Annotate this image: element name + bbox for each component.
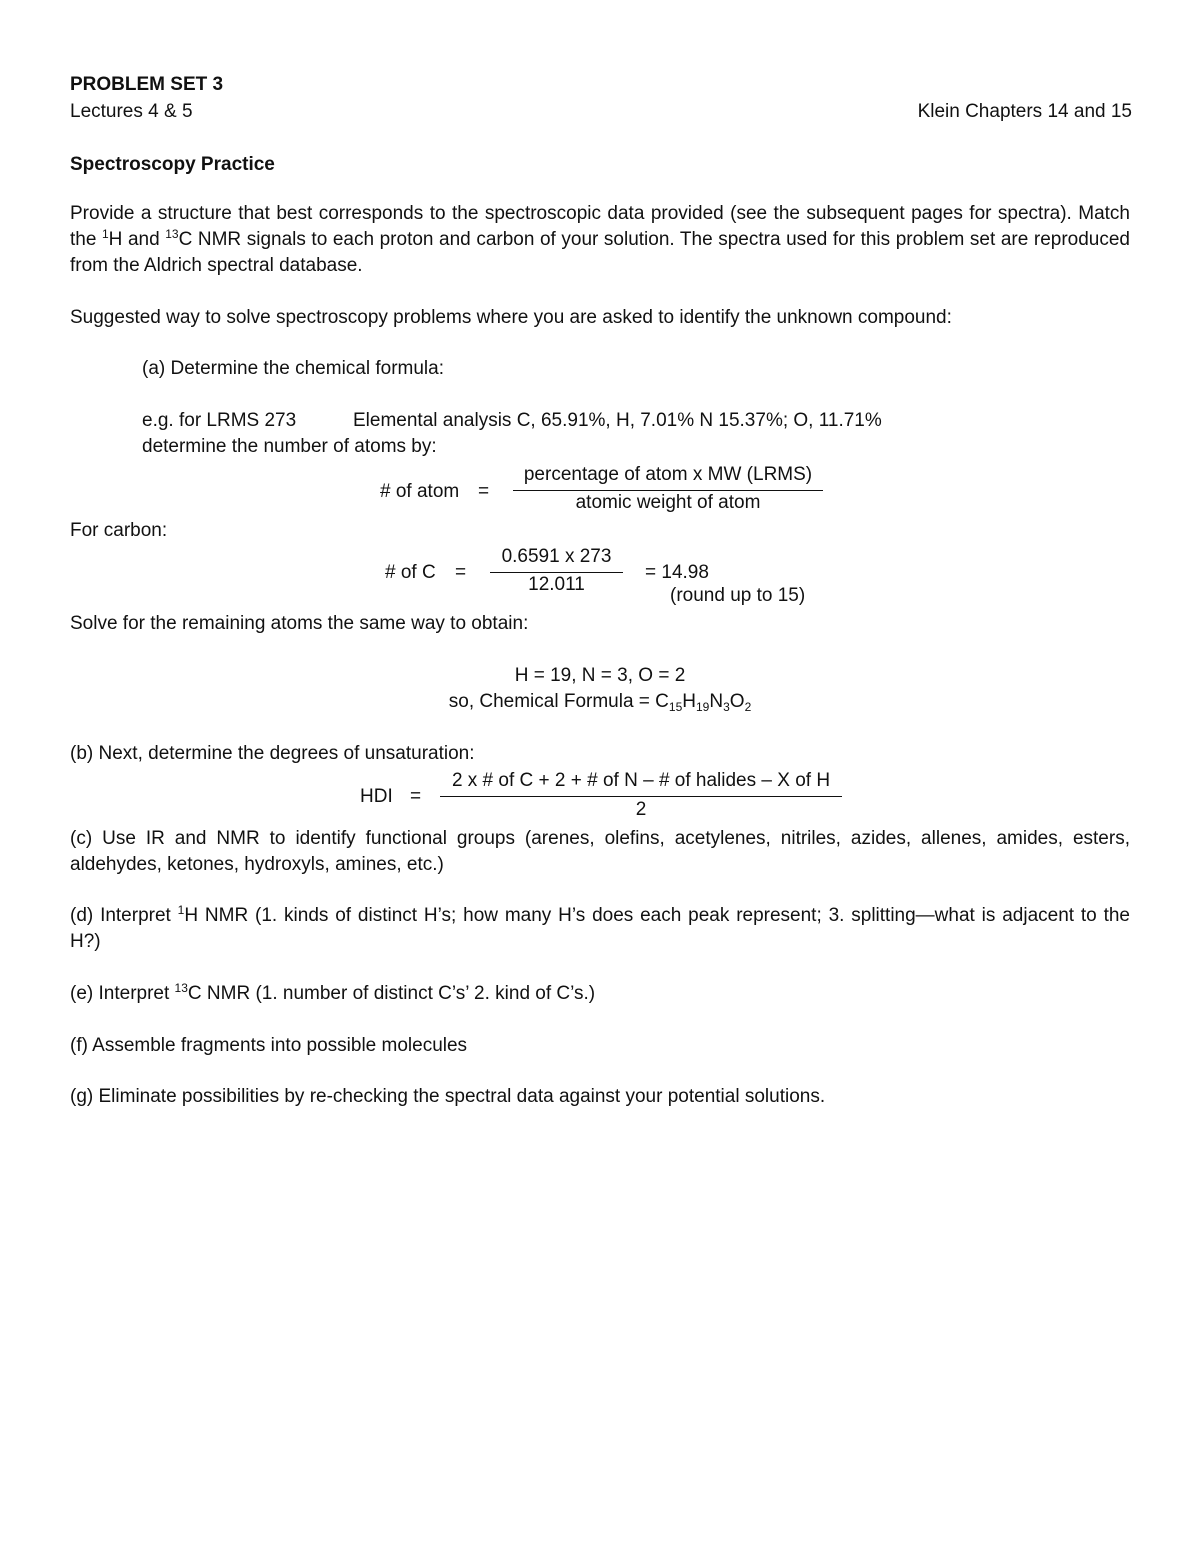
step-d-sup: 1 — [177, 903, 185, 917]
atom-fraction-equals: = — [478, 481, 490, 502]
formula-prefix: so, Chemical Formula = C — [448, 691, 669, 712]
intro-text-2: H and — [108, 229, 166, 250]
intro-sup-h: 1 — [101, 227, 109, 241]
lrms-example: e.g. for LRMS 273 — [142, 410, 297, 431]
atom-fraction-denominator: atomic weight of atom — [575, 492, 761, 513]
step-g: (g) Eliminate possibilities by re-checking the spectral data against your potential solutions. — [70, 1086, 826, 1107]
step-f: (f) Assemble fragments into possible molecules — [70, 1035, 468, 1056]
carbon-fraction-numerator: 0.6591 x 273 — [501, 546, 612, 567]
formula-c-count: 15 — [668, 700, 683, 714]
lectures-label: Lectures 4 & 5 — [70, 101, 193, 122]
hdi-lhs: HDI — [360, 786, 393, 807]
step-e-sup: 13 — [174, 981, 188, 995]
step-e-pre: (e) Interpret — [70, 983, 175, 1004]
chapters-label: Klein Chapters 14 and 15 — [917, 101, 1132, 122]
intro-paragraph — [70, 201, 1130, 279]
chemical-formula — [0, 689, 1200, 715]
section-title: Spectroscopy Practice — [70, 154, 275, 175]
formula-o-count: 2 — [744, 700, 752, 714]
formula-h-count: 19 — [696, 700, 710, 714]
elemental-analysis: Elemental analysis C, 65.91%, H, 7.01% N 15.37%; O, 11.71% — [353, 410, 882, 431]
for-carbon-label: For carbon: — [70, 520, 168, 541]
problem-set-title: PROBLEM SET 3 — [70, 74, 224, 95]
formula-h: H — [682, 691, 696, 712]
carbon-fraction-denominator: 12.011 — [528, 574, 585, 595]
step-e — [70, 981, 595, 1007]
atom-fraction-numerator: percentage of atom x MW (LRMS) — [523, 464, 813, 485]
carbon-result: = 14.98 — [645, 562, 709, 583]
formula-n: N — [709, 691, 724, 712]
atom-fraction-lhs: # of atom — [380, 481, 460, 502]
hdi-denominator: 2 — [635, 799, 647, 820]
formula-o: O — [729, 691, 745, 712]
suggested-text: Suggested way to solve spectroscopy problems where you are asked to identify the unknown compound: — [70, 307, 952, 328]
step-b-label: (b) Next, determine the degrees of unsaturation: — [70, 743, 475, 764]
carbon-fraction-equals: = — [455, 562, 467, 583]
hdi-numerator: 2 x # of C + 2 + # of N – # of halides – X of H — [451, 770, 831, 791]
intro-text-3: C NMR signals to each proton and carbon of your solution. The spectra used for this problem set are reproduced from the Aldrich spectral database. — [70, 229, 1130, 276]
step-a-label: (a) Determine the chemical formula: — [142, 358, 444, 379]
step-d-post: H NMR (1. kinds of distinct H’s; how many H’s does each peak represent; 3. splitting—what is adjacent to the H?) — [70, 905, 1130, 952]
solve-text: Solve for the remaining atoms the same way to obtain: — [70, 613, 529, 634]
determine-text: determine the number of atoms by: — [142, 436, 437, 457]
step-d — [70, 903, 1130, 955]
hdi-equals: = — [410, 786, 422, 807]
intro-text-1: Provide a structure that best corresponds to the spectroscopic data provided (see the subsequent pages for spectra). Match the — [70, 203, 1130, 250]
carbon-round-note: (round up to 15) — [670, 585, 806, 606]
step-e-post: C NMR (1. number of distinct C’s’ 2. kind of C’s.) — [187, 983, 596, 1004]
step-c: (c) Use IR and NMR to identify functional groups (arenes, olefins, acetylenes, nitriles, azides, allenes, amides, esters, aldehydes, ketones, hydroxyls, amines, etc.) — [70, 828, 1130, 875]
formula-n-count: 3 — [723, 700, 730, 714]
intro-sup-c: 13 — [165, 227, 179, 241]
carbon-fraction-lhs: # of C — [385, 562, 436, 583]
step-d-pre: (d) Interpret — [70, 905, 178, 926]
atom-counts: H = 19, N = 3, O = 2 — [514, 665, 686, 686]
